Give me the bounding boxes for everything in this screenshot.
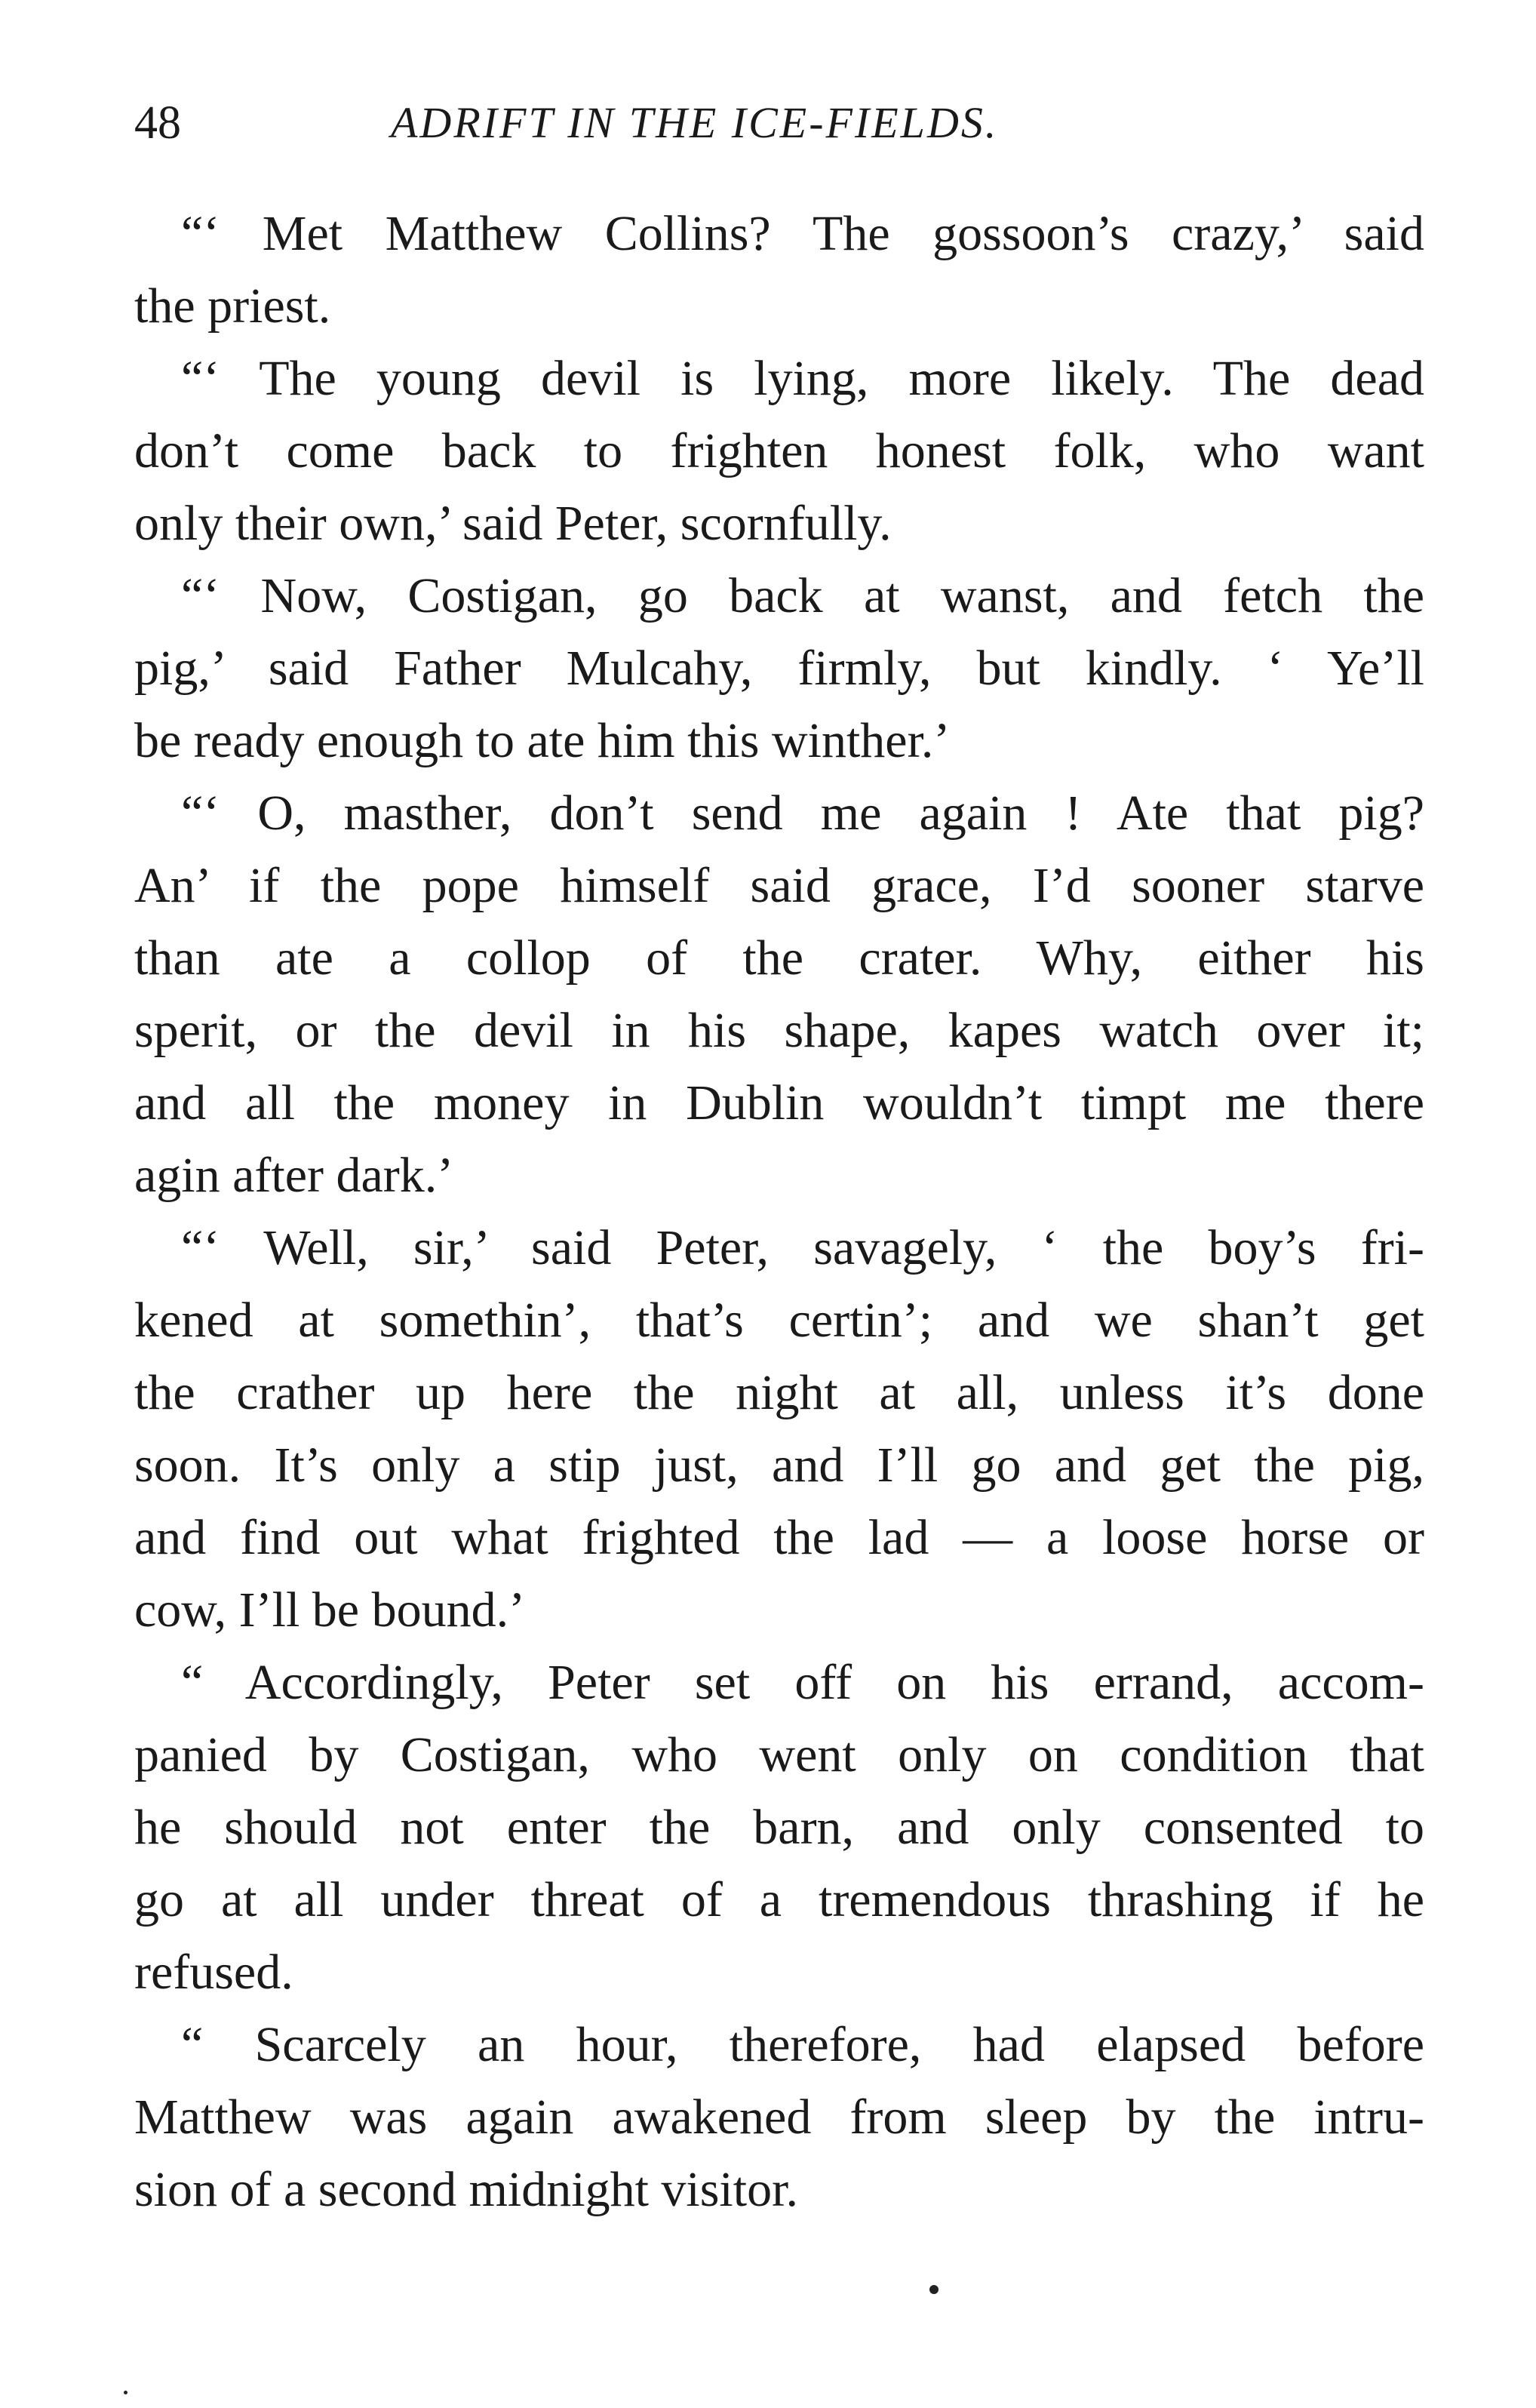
text-line: cow, I’ll be bound.’	[134, 1582, 526, 1638]
page-number: 48	[134, 97, 181, 149]
text-line: than ate a collop of the crater. Why, either his	[134, 930, 1424, 986]
text-line: “‘ Now, Costigan, go back at wanst, and fetch the	[181, 568, 1424, 623]
text-line: “‘ O, masther, don’t send me again ! Ate that pig?	[181, 786, 1424, 841]
text-line: “ Scarcely an hour, therefore, had elapsed before	[181, 2017, 1424, 2072]
text-line: “ Accordingly, Peter set off on his errand, accom-	[181, 1655, 1424, 1710]
running-title: ADRIFT IN THE ICE-FIELDS.	[391, 98, 999, 147]
text-line: and find out what frighted the lad — a loose horse or	[134, 1510, 1424, 1565]
text-line: panied by Costigan, who went only on condition that	[134, 1727, 1424, 1782]
ink-speck	[929, 2285, 938, 2294]
text-line: pig,’ said Father Mulcahy, firmly, but kindly. ‘ Ye’ll	[134, 641, 1424, 696]
text-line: “‘ Met Matthew Collins? The gossoon’s crazy,’ said	[181, 206, 1424, 261]
text-line: go at all under threat of a tremendous thrashing if he	[134, 1872, 1424, 1927]
text-line: kened at somethin’, that’s certin’; and we shan’t get	[134, 1293, 1424, 1348]
text-line: he should not enter the barn, and only consented to	[134, 1800, 1424, 1855]
text-line: don’t come back to frighten honest folk, who want	[134, 423, 1424, 478]
text-line: the crather up here the night at all, unless it’s done	[134, 1365, 1424, 1420]
body-text	[134, 198, 1424, 2226]
text-line: Matthew was again awakened from sleep by the intru-	[134, 2090, 1424, 2145]
page-header	[134, 89, 1424, 157]
text-line: sperit, or the devil in his shape, kapes watch over it;	[134, 1003, 1424, 1058]
text-line: the priest.	[134, 278, 331, 334]
text-line: “‘ The young devil is lying, more likely. The dead	[181, 351, 1424, 406]
text-line: and all the money in Dublin wouldn’t timpt me there	[134, 1075, 1424, 1130]
text-line: An’ if the pope himself said grace, I’d sooner starve	[134, 858, 1424, 913]
text-line: refused.	[134, 1945, 293, 2000]
text-line: sion of a second midnight visitor.	[134, 2162, 798, 2217]
text-line: only their own,’ said Peter, scornfully.	[134, 496, 892, 551]
text-line: soon. It’s only a stip just, and I’ll go and get the pig,	[134, 1438, 1424, 1493]
text-line: “‘ Well, sir,’ said Peter, savagely, ‘ the boy’s fri-	[181, 1220, 1424, 1275]
text-line: agin after dark.’	[134, 1148, 454, 1203]
ink-speck	[124, 2391, 127, 2394]
text-line: be ready enough to ate him this winther.’	[134, 713, 951, 768]
